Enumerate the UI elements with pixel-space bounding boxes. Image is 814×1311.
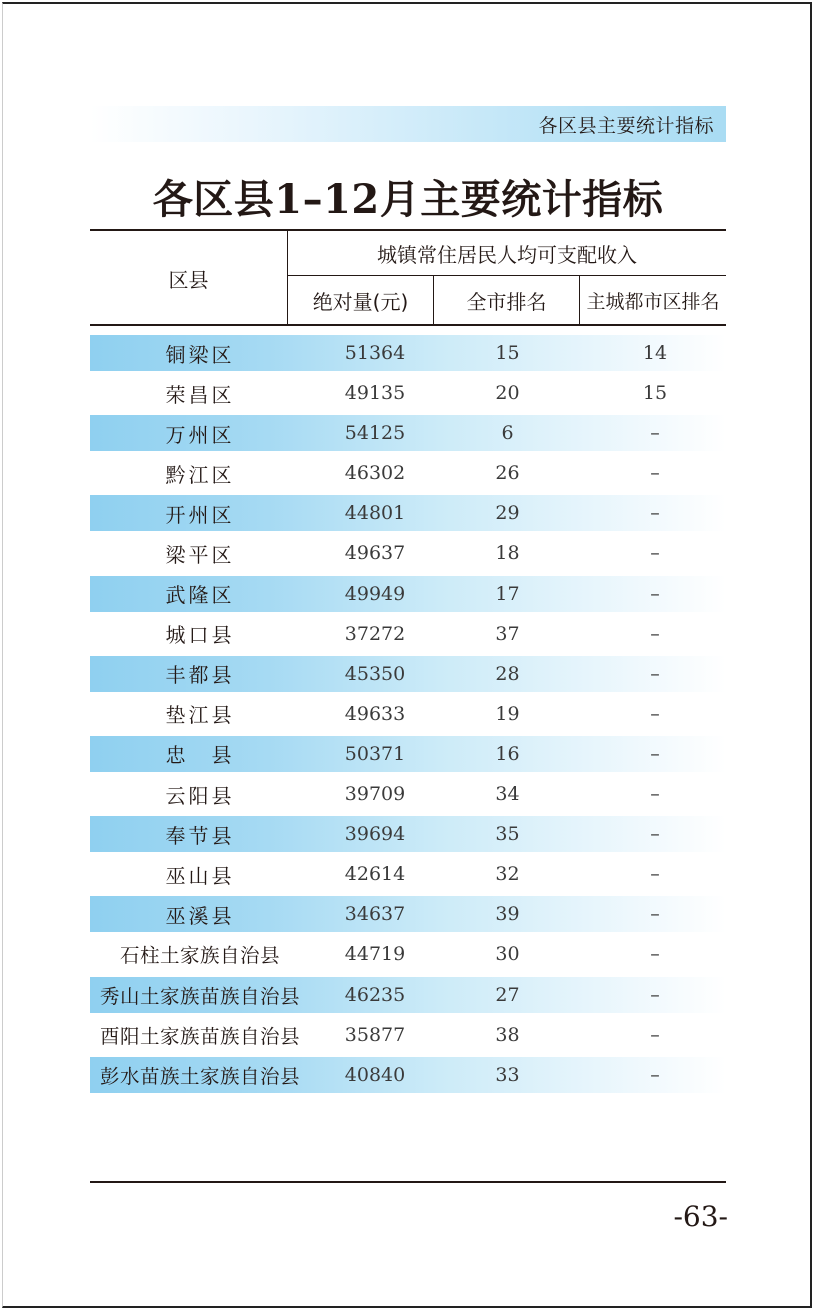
table-row: [90, 493, 726, 533]
city-rank: 28: [495, 662, 520, 685]
main-urban-rank: –: [650, 1023, 660, 1046]
city-rank: 27: [495, 983, 520, 1006]
page-number: -63-: [673, 1200, 728, 1233]
income-absolute: 35877: [344, 1023, 406, 1046]
income-absolute: 54125: [344, 422, 406, 445]
district-name: 彭水苗族土家族自治县: [99, 1064, 300, 1088]
district-name: 铜梁区: [165, 342, 235, 367]
city-rank: 19: [495, 702, 520, 725]
district-name: 酉阳土家族苗族自治县: [99, 1024, 300, 1048]
income-absolute: 49637: [344, 542, 406, 565]
district-name: 秀山土家族苗族自治县: [99, 984, 300, 1008]
header-income-group: 城镇常住居民人均可支配收入: [377, 242, 637, 267]
table-row: [90, 734, 726, 774]
income-absolute: 50371: [344, 742, 406, 765]
city-rank: 39: [495, 903, 520, 926]
income-absolute: 39709: [344, 783, 406, 806]
main-urban-rank: –: [650, 542, 660, 565]
income-absolute: 39694: [344, 823, 406, 846]
city-rank: 18: [495, 542, 520, 565]
main-urban-rank: –: [650, 983, 660, 1006]
city-rank: 34: [495, 783, 520, 806]
main-urban-rank: 14: [642, 342, 668, 364]
table-row: [90, 1015, 726, 1055]
district-name: 巫溪县: [165, 903, 235, 928]
city-rank: 16: [495, 742, 520, 765]
city-rank: 15: [495, 342, 520, 364]
city-rank: 35: [495, 823, 520, 846]
running-header-text: 各区县主要统计指标: [538, 115, 714, 137]
city-rank: 33: [495, 1063, 520, 1086]
main-urban-rank: –: [650, 783, 660, 806]
income-absolute: 40840: [344, 1063, 406, 1086]
income-absolute: 49135: [344, 382, 406, 405]
main-urban-rank: –: [650, 1063, 660, 1086]
district-name: 梁平区: [165, 542, 235, 567]
header-absolute: 绝对量(元): [312, 289, 409, 314]
table-body: [90, 333, 726, 1095]
city-rank: 32: [495, 863, 520, 886]
table-row: [90, 614, 726, 654]
main-urban-rank: –: [650, 462, 660, 485]
district-name: 石柱土家族自治县: [119, 944, 280, 968]
income-absolute: 49949: [344, 582, 406, 605]
table-row: [90, 654, 726, 694]
main-urban-rank: –: [650, 903, 660, 926]
main-urban-rank: –: [650, 702, 660, 725]
main-urban-rank: –: [650, 502, 660, 525]
city-rank: 29: [495, 502, 520, 525]
income-absolute: 42614: [344, 863, 406, 886]
table-row: [90, 814, 726, 854]
district-name: 云阳县: [165, 783, 235, 808]
main-urban-rank: –: [650, 422, 660, 445]
footer-rule: [90, 1181, 726, 1183]
header-district: 区县: [168, 267, 209, 292]
main-urban-rank: –: [650, 823, 660, 846]
table-row: [90, 533, 726, 573]
table-row: [90, 774, 726, 814]
main-urban-rank: –: [650, 863, 660, 886]
city-rank: 26: [495, 462, 520, 485]
income-absolute: 46235: [344, 983, 406, 1006]
city-rank: 30: [495, 943, 520, 966]
district-name: 开州区: [165, 502, 235, 527]
table-row: [90, 453, 726, 493]
main-urban-rank: –: [650, 742, 660, 765]
income-absolute: 44801: [344, 502, 406, 525]
income-absolute: 49633: [344, 702, 406, 725]
city-rank: 37: [495, 622, 520, 645]
district-name: 城口县: [165, 623, 235, 648]
district-name: 黔江区: [165, 462, 235, 487]
running-header-band: [90, 106, 726, 142]
main-urban-rank: –: [650, 582, 660, 605]
district-name: 巫山县: [165, 863, 235, 888]
table-row: [90, 975, 726, 1015]
table-row: [90, 894, 726, 934]
table-row: [90, 413, 726, 453]
main-urban-rank: –: [650, 662, 660, 685]
table-row: [90, 694, 726, 734]
header-city-rank: 全市排名: [466, 289, 547, 314]
district-name: 垫江县: [165, 703, 235, 728]
district-name: 奉节县: [165, 823, 235, 848]
city-rank: 17: [495, 582, 520, 605]
district-name: 荣昌区: [165, 382, 235, 407]
income-absolute: 45350: [344, 662, 406, 685]
city-rank: 38: [495, 1023, 520, 1046]
income-absolute: 44719: [344, 943, 406, 966]
district-name: 忠 县: [165, 743, 235, 768]
income-absolute: 46302: [344, 462, 406, 485]
main-urban-rank: 15: [642, 382, 668, 405]
main-urban-rank: –: [650, 943, 660, 966]
table-row: [90, 333, 726, 373]
city-rank: 20: [495, 382, 520, 405]
table-row: [90, 373, 726, 413]
city-rank: 6: [501, 422, 514, 445]
district-name: 万州区: [165, 422, 235, 447]
page-title: 各区县1–12月主要统计指标: [152, 176, 664, 223]
main-urban-rank: –: [650, 622, 660, 645]
table-row: [90, 574, 726, 614]
district-name: 武隆区: [165, 583, 235, 608]
table-row: [90, 934, 726, 974]
income-absolute: 51364: [344, 342, 406, 364]
header-main-urban-rank: 主城都市区排名: [586, 290, 720, 313]
table-row: [90, 1055, 726, 1095]
income-absolute: 37272: [344, 622, 406, 645]
table-row: [90, 854, 726, 894]
income-absolute: 34637: [344, 903, 406, 926]
district-name: 丰都县: [165, 663, 235, 688]
